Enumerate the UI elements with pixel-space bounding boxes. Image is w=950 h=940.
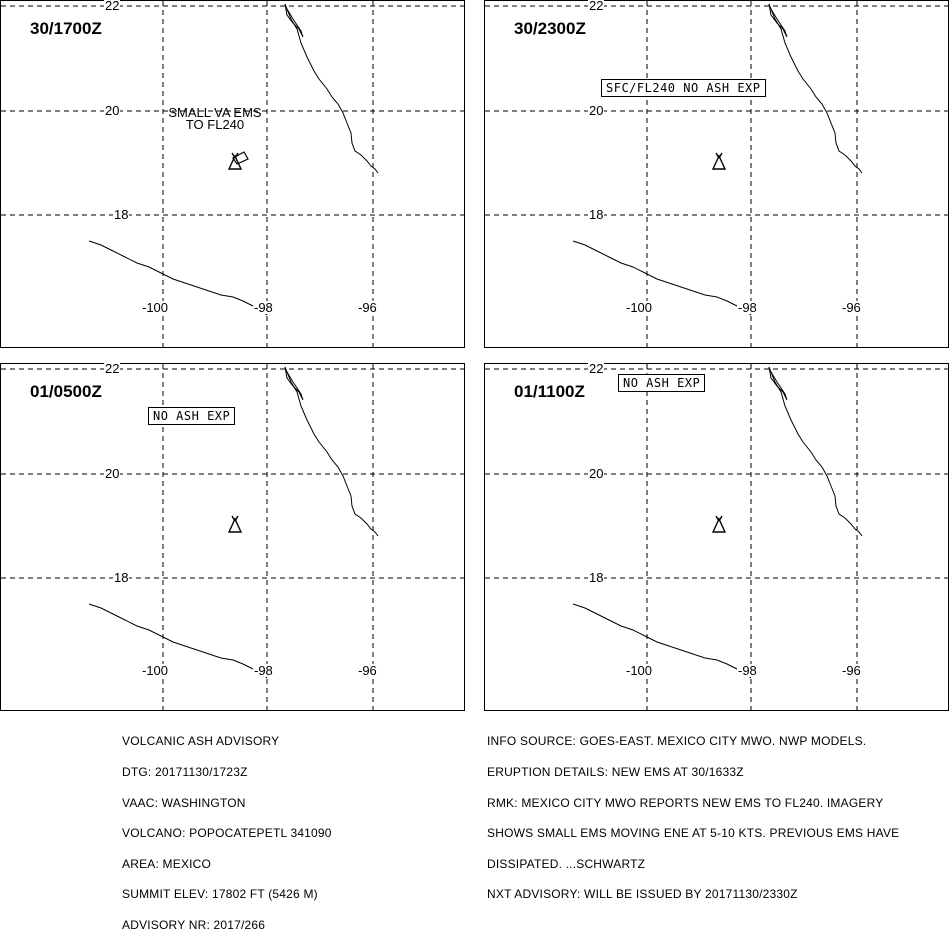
lat-label-22: 22 <box>589 0 604 13</box>
ash-forecast-box: NO ASH EXP <box>148 407 235 425</box>
lat-label-22: 22 <box>589 361 604 376</box>
coastline-lagoon <box>285 4 303 37</box>
lat-label-20: 20 <box>589 466 604 481</box>
lat-label-18: 18 <box>114 570 129 585</box>
advisory-line: VOLCANIC ASH ADVISORY <box>122 734 280 749</box>
advisory-line: DISSIPATED. ...SCHWARTZ <box>487 856 646 871</box>
advisory-line: AREA: MEXICO <box>122 856 212 871</box>
map-panel-3 <box>0 363 465 711</box>
map-graphics <box>485 361 950 712</box>
map-panel-4 <box>484 363 949 711</box>
ash-note: SMALL VA EMS TO FL240 <box>168 105 262 132</box>
advisory-line: ADVISORY NR: 2017/266 <box>122 917 266 932</box>
volcano-icon <box>713 516 725 532</box>
advisory-line: VAAC: WASHINGTON <box>122 795 246 810</box>
lon-label-96: -96 <box>842 663 861 678</box>
lon-label-98: -98 <box>254 300 273 315</box>
lat-label-18: 18 <box>114 207 129 222</box>
panel-time: 30/2300Z <box>514 19 586 38</box>
advisory-line: ERUPTION DETAILS: NEW EMS AT 30/1633Z <box>487 765 744 779</box>
lon-label-100: -100 <box>626 300 653 315</box>
advisory-line: RMK: MEXICO CITY MWO REPORTS NEW EMS TO FL240. IMAGERY <box>487 795 884 810</box>
lon-label-96: -96 <box>842 300 861 315</box>
volcano-icon <box>229 516 241 532</box>
coastline-pacific <box>573 604 751 678</box>
coastline-lagoon <box>285 367 303 400</box>
lat-label-18: 18 <box>589 207 604 222</box>
advisory-header-block <box>122 716 332 940</box>
lat-label-22: 22 <box>105 361 120 376</box>
advisory-line: NXT ADVISORY: WILL BE ISSUED BY 20171130/2330Z <box>487 887 798 902</box>
advisory-line: SUMMIT ELEV: 17802 FT (5426 M) <box>122 887 318 902</box>
ash-forecast-box: SFC/FL240 NO ASH EXP <box>601 79 766 97</box>
coastline-pacific <box>573 241 751 315</box>
lat-label-22: 22 <box>105 0 120 13</box>
panel-time: 01/1100Z <box>514 382 585 401</box>
advisory-line: SHOWS SMALL EMS MOVING ENE AT 5-10 KTS. PREVIOUS EMS HAVE <box>487 826 900 841</box>
ash-forecast-box: NO ASH EXP <box>618 374 705 392</box>
coastline-lagoon <box>769 4 787 37</box>
lon-label-100: -100 <box>142 663 169 678</box>
map-panel-2 <box>484 0 949 348</box>
lon-label-96: -96 <box>358 663 377 678</box>
advisory-line: VOLCANO: POPOCATEPETL 341090 <box>122 826 332 841</box>
lat-label-20: 20 <box>105 466 120 481</box>
panel-time: 30/1700Z <box>30 19 102 38</box>
lon-label-98: -98 <box>738 663 757 678</box>
lon-label-98: -98 <box>738 300 757 315</box>
lon-label-100: -100 <box>142 300 169 315</box>
map-panel-1 <box>0 0 465 348</box>
map-graphics <box>485 1 950 349</box>
volcano-icon <box>713 153 725 169</box>
lon-label-98: -98 <box>254 663 273 678</box>
advisory-line: INFO SOURCE: GOES-EAST. MEXICO CITY MWO. NWP MODELS. <box>487 734 867 749</box>
lon-label-100: -100 <box>626 663 653 678</box>
advisory-remarks-block <box>487 716 899 910</box>
coastline-pacific <box>89 604 267 678</box>
lat-label-20: 20 <box>589 103 604 118</box>
coastline-pacific <box>89 241 267 315</box>
panel-time: 01/0500Z <box>30 382 102 401</box>
lat-label-20: 20 <box>105 103 120 118</box>
lat-label-18: 18 <box>589 570 604 585</box>
lon-label-96: -96 <box>358 300 377 315</box>
advisory-line: DTG: 20171130/1723Z <box>122 765 248 779</box>
map-graphics <box>1 1 466 349</box>
coastline-lagoon <box>769 367 787 400</box>
